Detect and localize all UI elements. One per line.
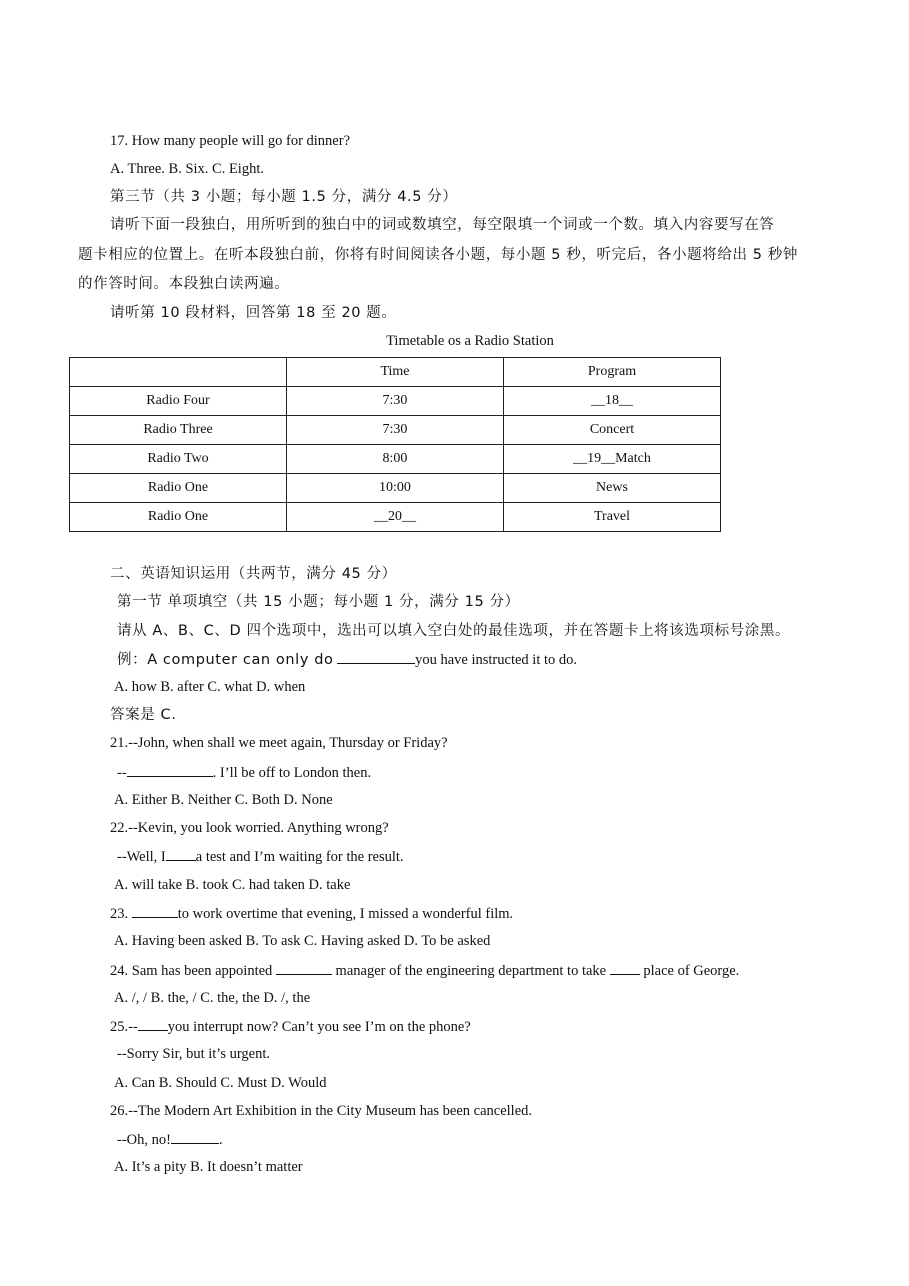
cell-station: Radio Two xyxy=(70,445,287,474)
q25-prefix: 25.-- xyxy=(110,1019,138,1035)
q26-line1: 26.--The Modern Art Exhibition in the City Museum has been cancelled. xyxy=(110,1103,533,1119)
section3-instruction-line2: 题卡相应的位置上。在听本段独白前，你将有时间阅读各小题，每小题 5 秒，听完后，各小题将给出 5 秒钟 xyxy=(78,247,798,263)
answer-blank xyxy=(138,1016,168,1031)
q22-line2 xyxy=(117,846,404,867)
example-question xyxy=(117,649,577,670)
part2-section1-heading: 第一节 单项填空（共 15 小题；每小题 1 分，满分 15 分） xyxy=(117,594,520,610)
example-prefix: 例：A computer can only do xyxy=(117,652,334,668)
section3-instruction-line1: 请听下面一段独白，用所听到的独白中的词或数填空，每空限填一个词或一个数。填入内容要写在答 xyxy=(110,217,775,233)
q22-prefix: --Well, I xyxy=(117,849,166,865)
example-options: A. how B. after C. what D. when xyxy=(114,679,306,695)
q24-suffix: place of George. xyxy=(643,963,740,979)
q23-options: A. Having been asked B. To ask C. Having asked D. To be asked xyxy=(114,933,491,949)
q26-prefix: --Oh, no! xyxy=(117,1132,171,1148)
table-row xyxy=(70,416,721,445)
cell-program-blank-18: __18__ xyxy=(504,387,721,416)
q23-prefix: 23. xyxy=(110,906,129,922)
q24-middle: manager of the engineering department to take xyxy=(335,963,607,979)
answer-blank xyxy=(171,1129,219,1144)
example-suffix: you have instructed it to do. xyxy=(415,652,577,668)
answer-blank xyxy=(337,649,415,664)
section3-instruction-line4: 请听第 10 段材料，回答第 18 至 20 题。 xyxy=(110,305,397,321)
cell-program: Concert xyxy=(504,416,721,445)
q26-options: A. It’s a pity B. It doesn’t matter xyxy=(114,1159,303,1175)
answer-blank xyxy=(127,762,213,777)
q25-line2: --Sorry Sir, but it’s urgent. xyxy=(117,1046,271,1062)
cell-program: Travel xyxy=(504,503,721,532)
answer-blank xyxy=(276,960,332,975)
q25-suffix: you interrupt now? Can’t you see I’m on the phone? xyxy=(167,1019,471,1035)
q23-line xyxy=(110,903,513,924)
section3-instruction-line3: 的作答时间。本段独白读两遍。 xyxy=(78,276,290,292)
cell-time: 7:30 xyxy=(287,416,504,445)
cell-time: 8:00 xyxy=(287,445,504,474)
header-cell-station xyxy=(70,358,287,387)
q22-suffix: a test and I’m waiting for the result. xyxy=(195,849,404,865)
part2-section1-instruction: 请从 A、B、C、D 四个选项中，选出可以填入空白处的最佳选项，并在答题卡上将该选项标号涂黑。 xyxy=(117,623,791,639)
cell-station: Radio One xyxy=(70,503,287,532)
q21-suffix: . I’ll be off to London then. xyxy=(212,765,372,781)
q22-options: A. will take B. took C. had taken D. take xyxy=(114,877,351,893)
cell-time: 10:00 xyxy=(287,474,504,503)
table-row xyxy=(70,474,721,503)
q25-line1 xyxy=(110,1016,471,1037)
q24-options: A. /, / B. the, / C. the, the D. /, the xyxy=(114,990,311,1006)
q25-options: A. Can B. Should C. Must D. Would xyxy=(114,1075,327,1091)
q21-options: A. Either B. Neither C. Both D. None xyxy=(114,792,333,808)
q21-line2 xyxy=(117,762,371,783)
header-cell-program: Program xyxy=(504,358,721,387)
table-header-row xyxy=(70,358,721,387)
example-answer: 答案是 C. xyxy=(110,707,177,723)
answer-blank xyxy=(166,846,196,861)
header-cell-time: Time xyxy=(287,358,504,387)
timetable-caption: Timetable os a Radio Station xyxy=(386,333,554,349)
q24-prefix: 24. Sam has been appointed xyxy=(110,963,273,979)
cell-time-blank-20: __20__ xyxy=(287,503,504,532)
radio-timetable xyxy=(69,357,721,532)
q26-suffix: . xyxy=(218,1132,223,1148)
answer-blank xyxy=(610,960,640,975)
q17-options: A. Three. B. Six. C. Eight. xyxy=(110,161,264,177)
q21-line1: 21.--John, when shall we meet again, Thursday or Friday? xyxy=(110,735,448,751)
section3-heading: 第三节（共 3 小题；每小题 1.5 分，满分 4.5 分） xyxy=(110,189,458,205)
cell-station: Radio One xyxy=(70,474,287,503)
table-row xyxy=(70,445,721,474)
q24-line xyxy=(110,960,739,981)
cell-station: Radio Three xyxy=(70,416,287,445)
q21-prefix: -- xyxy=(117,765,127,781)
table-row xyxy=(70,387,721,416)
cell-time: 7:30 xyxy=(287,387,504,416)
q22-line1: 22.--Kevin, you look worried. Anything wrong? xyxy=(110,820,389,836)
table-row xyxy=(70,503,721,532)
cell-program: News xyxy=(504,474,721,503)
q23-suffix: to work overtime that evening, I missed a wonderful film. xyxy=(177,906,514,922)
q26-line2 xyxy=(117,1129,223,1150)
cell-program-blank-19: __19__Match xyxy=(504,445,721,474)
part2-heading: 二、英语知识运用（共两节，满分 45 分） xyxy=(110,566,397,582)
answer-blank xyxy=(132,903,178,918)
cell-station: Radio Four xyxy=(70,387,287,416)
q17-question: 17. How many people will go for dinner? xyxy=(110,133,351,149)
